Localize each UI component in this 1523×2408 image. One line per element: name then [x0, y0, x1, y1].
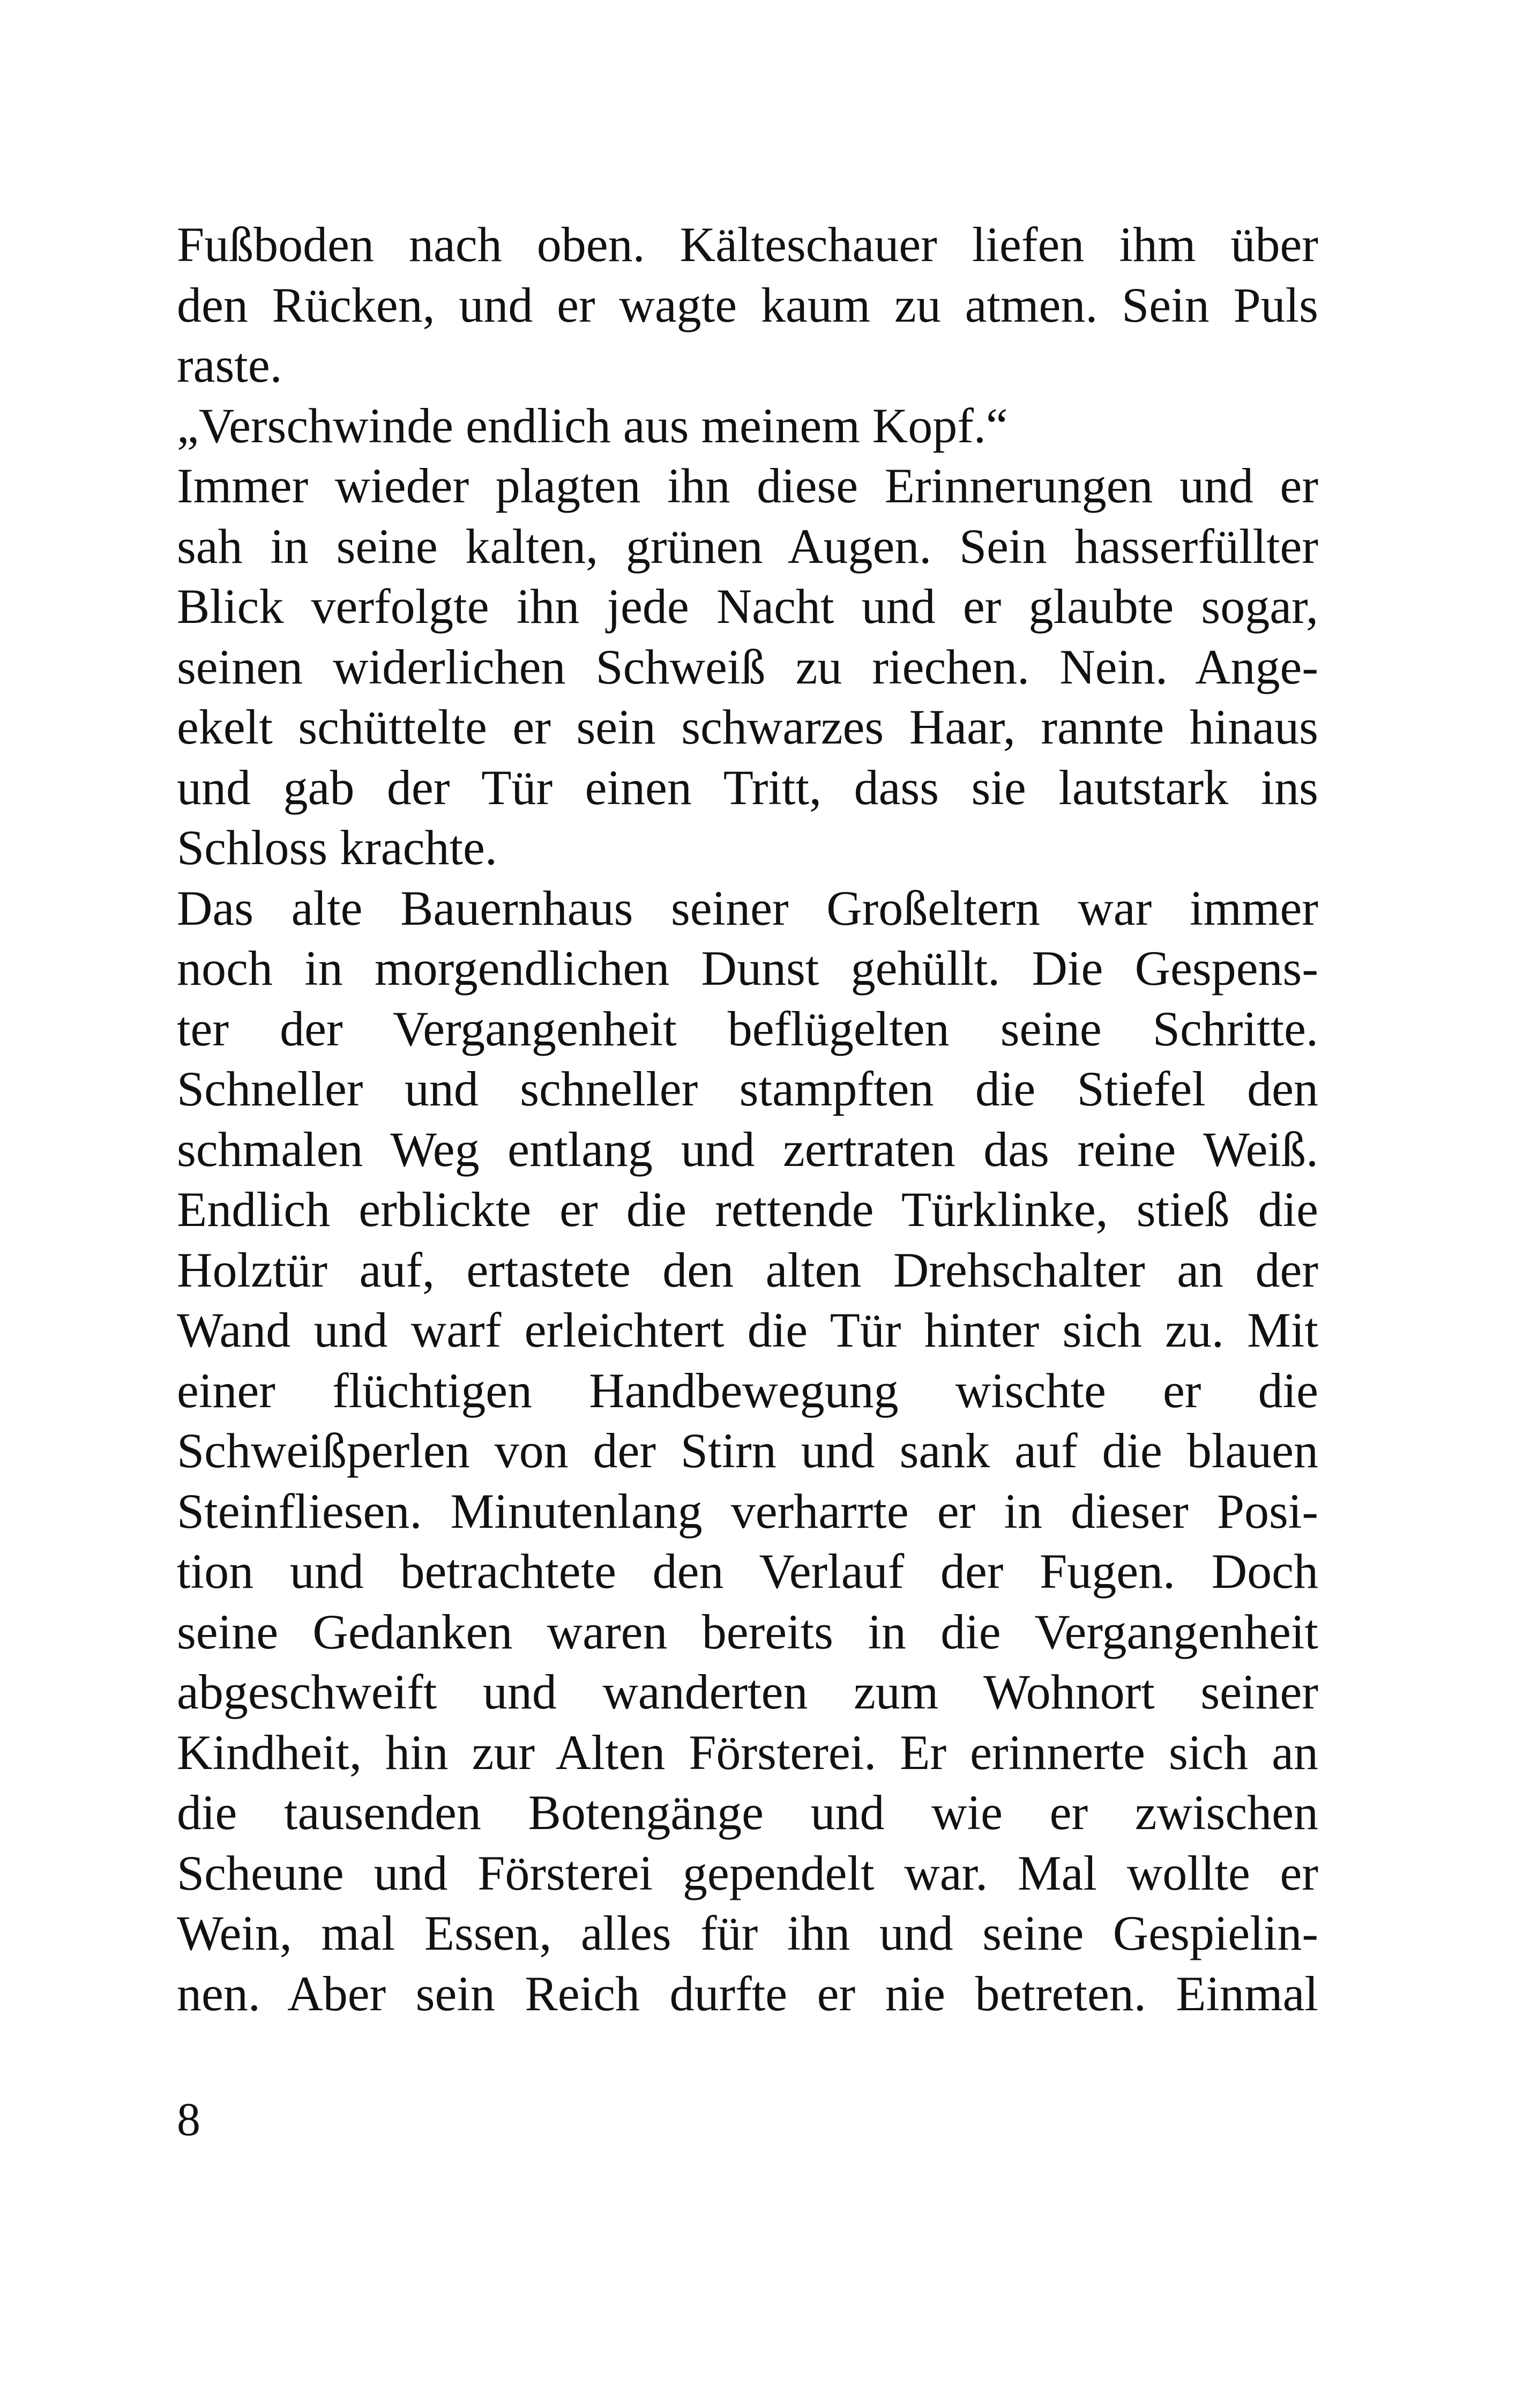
- text-line: Endlich erblickte er die rettende Türklinke, stieß die: [177, 1182, 1318, 1237]
- text-line: ekelt schüttelte er sein schwarzes Haar, rannte hinaus: [177, 700, 1318, 754]
- text-line: abgeschweift und wanderten zum Wohnort seiner: [177, 1664, 1318, 1719]
- text-line: seinen widerlichen Schweiß zu riechen. Nein. Ange-: [177, 639, 1318, 694]
- text-line: sah in seine kalten, grünen Augen. Sein hasserfüllter: [177, 518, 1318, 574]
- text-line: „Verschwinde endlich aus meinem Kopf.“: [177, 398, 1008, 453]
- text-line: Schweißperlen von der Stirn und sank auf die blauen: [177, 1423, 1318, 1478]
- text-line: Schloss krachte.: [177, 820, 497, 875]
- text-line: Holztür auf, ertastete den alten Drehschalter an der: [177, 1242, 1318, 1297]
- text-line: Steinfliesen. Minutenlang verharrte er in dieser Posi-: [177, 1483, 1318, 1539]
- body-text: [177, 214, 1318, 2024]
- text-line: Immer wieder plagten ihn diese Erinnerungen und er: [177, 458, 1318, 513]
- text-line: Scheune und Försterei gependelt war. Mal wollte er: [177, 1845, 1318, 1900]
- page-number: 8: [177, 2094, 200, 2146]
- text-line: noch in morgendlichen Dunst gehüllt. Die Gespens-: [177, 941, 1318, 995]
- text-line: Schneller und schneller stampften die Stiefel den: [177, 1061, 1318, 1116]
- text-line: raste.: [177, 338, 282, 392]
- text-line: einer flüchtigen Handbewegung wischte er die: [177, 1363, 1318, 1418]
- text-line: Wand und warf erleichtert die Tür hinter sich zu. Mit: [177, 1303, 1318, 1357]
- text-line: Wein, mal Essen, alles für ihn und seine Gespielin-: [177, 1906, 1318, 1960]
- text-line: schmalen Weg entlang und zertraten das reine Weiß.: [177, 1121, 1318, 1177]
- text-line: seine Gedanken waren bereits in die Vergangenheit: [177, 1604, 1318, 1659]
- text-line: den Rücken, und er wagte kaum zu atmen. Sein Puls: [177, 277, 1318, 332]
- text-line: Kindheit, hin zur Alten Försterei. Er erinnerte sich an: [177, 1725, 1318, 1780]
- text-line: Fußboden nach oben. Kälteschauer liefen ihm über: [177, 217, 1318, 272]
- text-line: und gab der Tür einen Tritt, dass sie lautstark ins: [177, 760, 1318, 815]
- text-line: nen. Aber sein Reich durfte er nie betreten. Einmal: [177, 1966, 1318, 2021]
- text-line: Blick verfolgte ihn jede Nacht und er glaubte sogar,: [177, 579, 1318, 634]
- text-line: ter der Vergangenheit beflügelten seine Schritte.: [177, 1001, 1318, 1056]
- text-line: Das alte Bauernhaus seiner Großeltern war immer: [177, 880, 1318, 935]
- text-line: die tausenden Botengänge und wie er zwischen: [177, 1785, 1318, 1840]
- text-line: tion und betrachtete den Verlauf der Fugen. Doch: [177, 1544, 1318, 1599]
